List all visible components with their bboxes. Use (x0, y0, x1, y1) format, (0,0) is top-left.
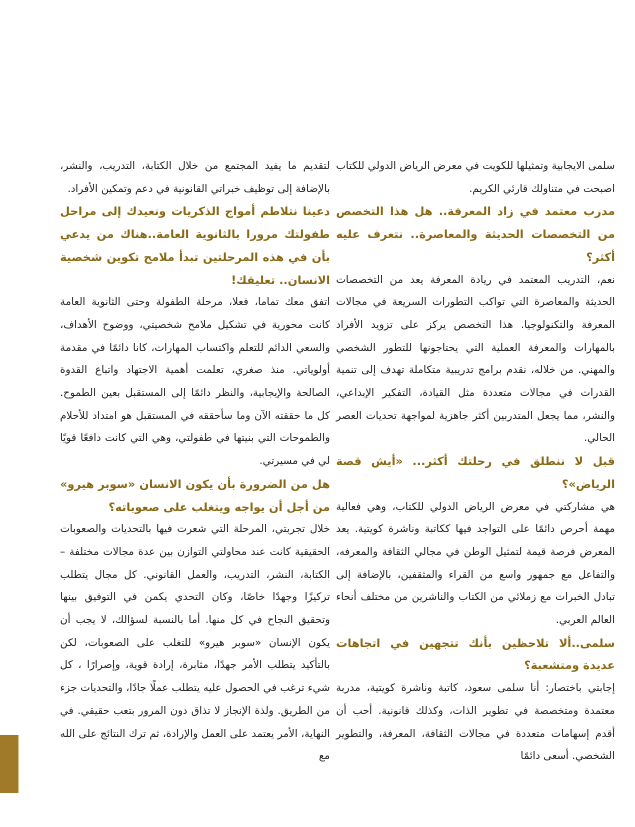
answer-paragraph: هي مشاركتي في معرض الرياض الدولي للكتاب، وهي فعالية مهمة أحرص دائمًا على التواجد فيها ككاتبة وناشرة كويتية. يعد المعرض فرصة قيمة لتمثيل الوطن في مجالي الثقافة والمعرفه، والتفاعل مع جمهور واسع من القراء والمثقفين، بالإضافة إلى تبادل الخبرات مع زملائي من الكتاب والناشرين من مختلف أنحاء العالم العربي. (336, 500, 615, 627)
answer-paragraph: إجابتي باختصار: أنا سلمى سعود، كاتبة وناشرة كويتية، مدربة معتمدة ومتخصصة في تطوير الذات، وكذلك قانونية. أحب أن أقدم إسهامات متعددة في مجالات الثقافة، المعرفة، والتطوير الشخصي. أسعى دائمًا (336, 682, 615, 763)
left-column (60, 155, 330, 768)
question-heading: دعينا نتلاطم أمواج الذكريات ونعيدك إلى مراحل طفولتك مرورا بالثانوية العامة..هناك من يدعي بأن في هذه المرحلتين تبدأ ملامح تكوين شخصية الانسان.. تعليقك! (60, 204, 330, 287)
question-heading: سلمى..ألا تلاحظين بأنك تتجهين في اتجاهات عديدة ومتشعبة؟ (336, 635, 615, 673)
right-column (336, 155, 615, 768)
question-heading: هل من الضرورة بأن يكون الانسان «سوبر هيرو» من أجل أن يواجه ويتغلب على صعوباته؟ (60, 476, 330, 514)
paragraph: سلمى الايجابية وتمثيلها للكويت في معرض الرياض الدولي للكتاب اصبحت في متناولك قارئي الكريم. (336, 160, 615, 195)
question-heading: مدرب معتمد في زاد المعرفة.. هل هذا التخصص من التخصصات الحديثة والمعاصرة.. نتعرف عليه أكثر؟ (336, 204, 615, 264)
answer-paragraph: نعم، التدريب المعتمد في ريادة المعرفة يعد من التخصصات الحديثة والمعاصرة التي تواكب التطورات السريعة في مجالات المعرفة والتكنولوجيا. هذا التخصص يركز على تزويد الأفراد بالمهارات والمعرفة العملية التي يحتاجونها للتطور الشخصي والمهني. من خلاله، نقدم برامج تدريبية متكاملة تهدف إلى تنمية القدرات في مجالات متعددة مثل القيادة، التفكير الإبداعي، والنشر، مما يجعل المتدربين أكثر جاهزية لمواجهة تحديات العصر الحالي. (336, 273, 615, 445)
answer-paragraph: اتفق معك تماما، فعلا، مرحلة الطفولة وحتى الثانوية العامة كانت محورية في تشكيل ملامح شخصيتي، ووضوح الأهداف، والسعي الدائم للتعلم واكتساب المهارات، كانا دائمًا في مقدمة أولوياتي. منذ صغري، تعلمت أهمية الاجتهاد واتباع القدوة الصالحة والإيجابية، والنظر دائمًا إلى المستقبل بعين الطموح. كل ما حققته الآن وما سأحققه في المستقبل هو امتداد للأحلام والطموحات التي بنيتها في طفولتي، وهي التي كانت دافعًا قويًا لي في مسيرتي. (60, 296, 330, 468)
answer-paragraph: خلال تجربتي، المرحلة التي شعرت فيها بالتحديات والصعوبات الحقيقية كانت عند محاولتي التوازن بين عدة مجالات مختلفة – الكتابة، النشر، التدريب، والعمل القانوني. كل مجال يتطلب تركيزًا وجهدًا خاصًا، وكان التحدي يكمن في التوفيق بينها وتحقيق النجاح في كل منها. أما بالنسبة لسؤالك، لا يجب أن يكون الإنسان «سوبر هيرو» للتغلب على الصعوبات، لكن بالتأكيد يتطلب الأمر جهدًا، مثابرة، إرادة قوية، وإصرارًا ، كل شيء ترغب في الحصول عليه يتطلب عملًا جادًا، والتحديات جزء من الطريق. ولذة الإنجاز لا تذاق دون المرور بتعب حقيقي. في النهاية، الأمر يعتمد على العمل والإرادة، ثم ترك النتائج على الله مع (60, 523, 330, 763)
page-edge-tab (0, 735, 19, 793)
paragraph: لتقديم ما يفيد المجتمع من خلال الكتابة، التدريب، والنشر، بالإضافة إلى توظيف خبراتي القانونية في دعم وتمكين الأفراد. (60, 160, 330, 195)
question-heading: قبل لا ننطلق في رحلتك أكثر... «أيش قصة الرياض»؟ (336, 454, 615, 491)
